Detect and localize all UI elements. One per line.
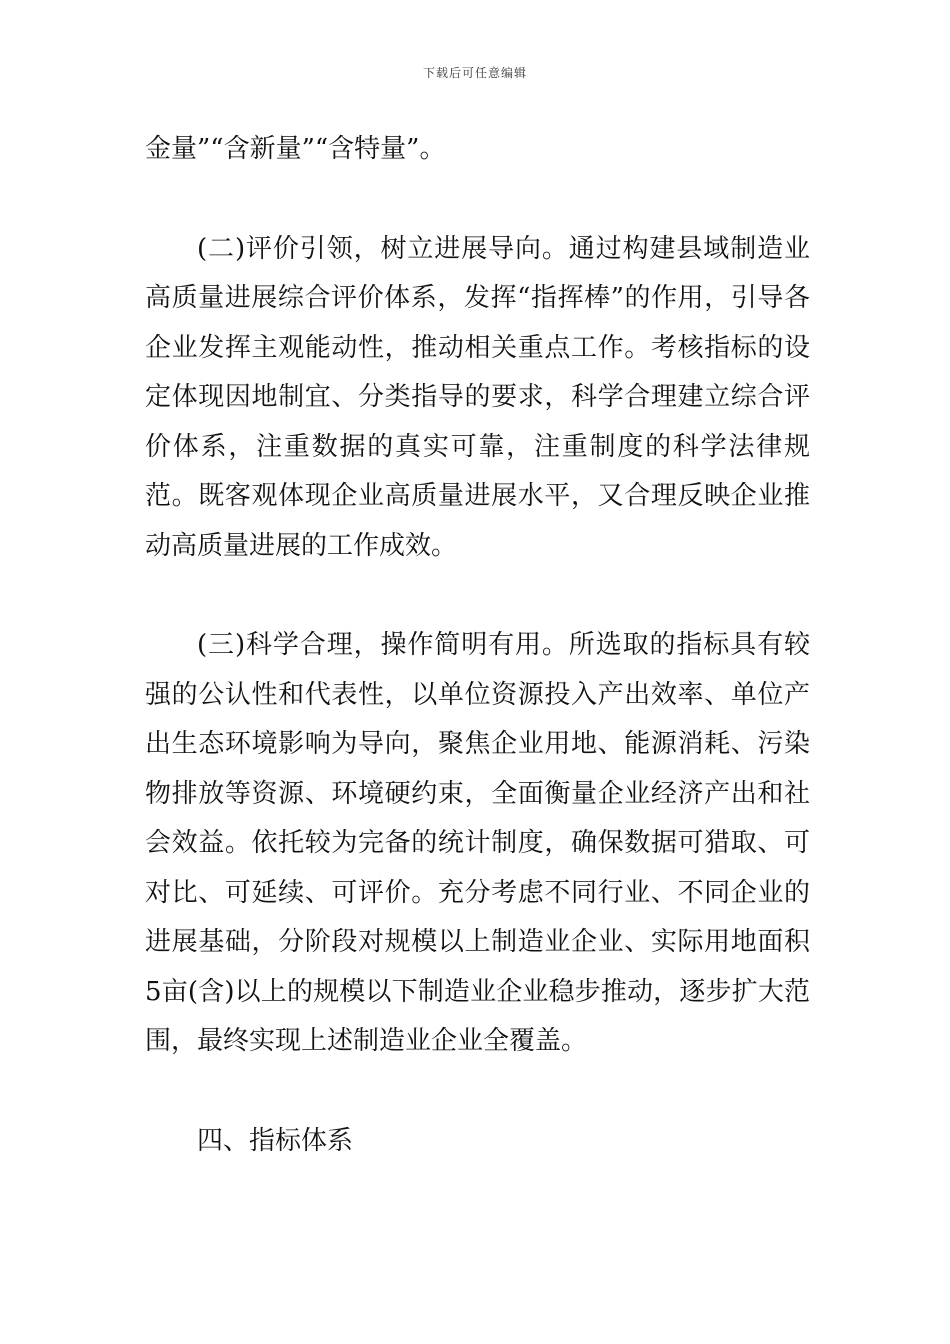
paragraph-continuation: 金量”“含新量”“含特量”。 [145, 134, 446, 164]
paragraph-evaluation-guidance: (二)评价引领，树立进展导向。通过构建县域制造业高质量进展综合评价体系，发挥“指挥棒”的作用，引导各企业发挥主观能动性，推动相关重点工作。考核指标的设定体现因地制宜、分类指导的要求，科学合理建立综合评价体系，注重数据的真实可靠，注重制度的科学法律规范。既客观体现企业高质量进展水平，又合理反映企业推动高质量进展的工作成效。 [145, 233, 810, 561]
section-heading-indicator-system: 四、指标体系 [197, 1125, 354, 1156]
paragraph-gap [145, 571, 810, 621]
header-note: 下载后可任意编辑 [422, 66, 527, 80]
paragraph-gap [145, 1067, 810, 1117]
paragraph-gap [145, 175, 810, 225]
document-body [145, 125, 810, 1166]
paragraph-scientific-reasonable: (三)科学合理，操作简明有用。所选取的指标具有较强的公认性和代表性，以单位资源投入产出效率、单位产出生态环境影响为导向，聚焦企业用地、能源消耗、污染物排放等资源、环境硬约束，全面衡量企业经济产出和社会效益。依托较为完备的统计制度，确保数据可猎取、可对比、可延续、可评价。充分考虑不同行业、不同企业的进展基础，分阶段对规模以上制造业企业、实际用地面积5亩(含)以上的规模以下制造业企业稳步推动，逐步扩大范围，最终实现上述制造业企业全覆盖。 [145, 630, 810, 1056]
